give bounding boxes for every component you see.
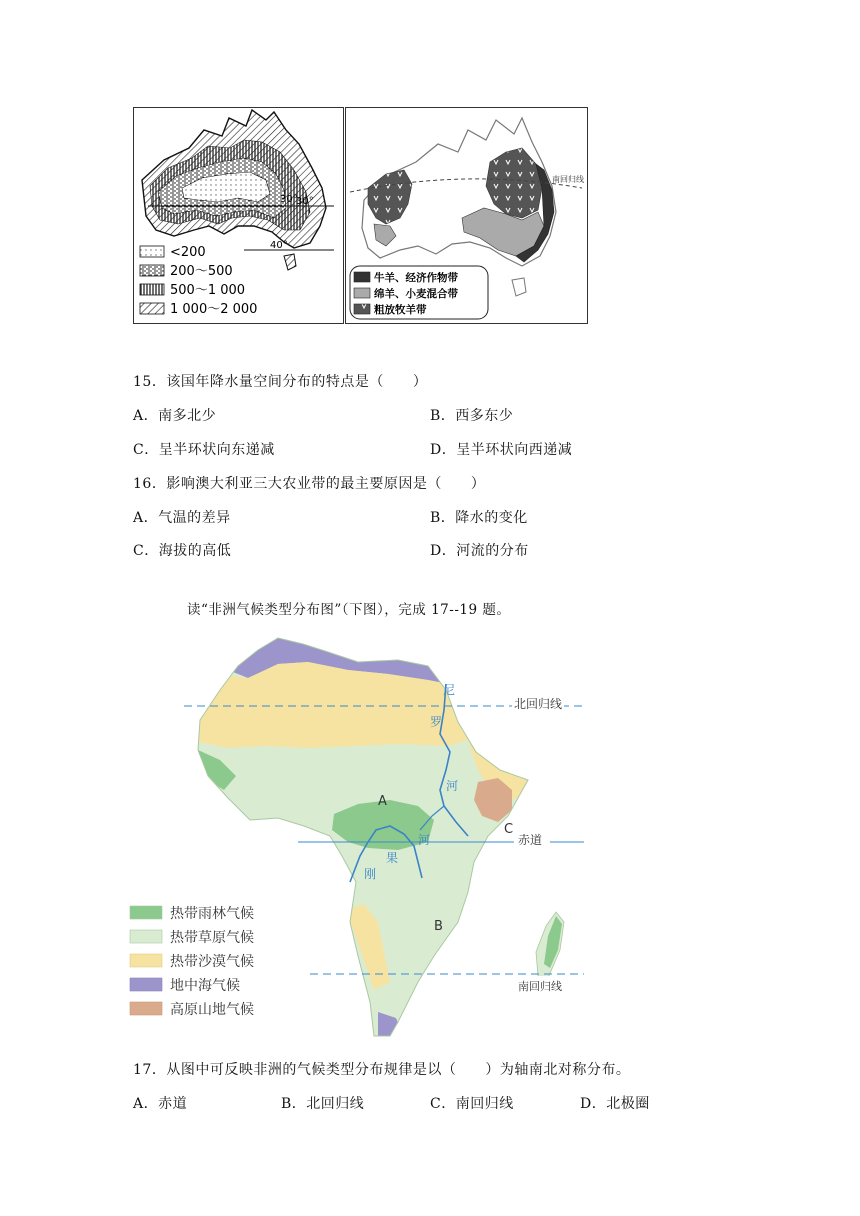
agriculture-map bbox=[345, 107, 588, 324]
q17-option-a[interactable]: A．赤道 bbox=[133, 1096, 188, 1112]
legend-label-mediterranean: 地中海气候 bbox=[170, 978, 240, 994]
legend-label-pastoral: 粗放牧羊带 bbox=[374, 304, 427, 316]
q17-option-b[interactable]: B．北回归线 bbox=[281, 1096, 365, 1112]
letter-b: B bbox=[434, 919, 443, 934]
q15-option-a[interactable]: A．南多北少 bbox=[133, 408, 217, 424]
q16-option-b[interactable]: B．降水的变化 bbox=[430, 510, 528, 526]
legend-label-desert: 热带沙漠气候 bbox=[170, 954, 254, 970]
legend-swatch-wheat bbox=[354, 288, 370, 298]
legend-label-below-200: <200 bbox=[170, 245, 206, 260]
congo-label-3: 河 bbox=[418, 833, 431, 847]
legend-label-200-500: 200～500 bbox=[170, 264, 233, 279]
equator-label: 赤道 bbox=[518, 833, 543, 847]
tropic-capricorn-label: 南回归线 bbox=[518, 980, 562, 993]
africa-climate-map bbox=[128, 630, 584, 1038]
legend-label-rainforest: 热带雨林气候 bbox=[170, 906, 254, 922]
q17-option-d[interactable]: D．北极圈 bbox=[580, 1096, 650, 1112]
rainfall-map bbox=[133, 107, 344, 324]
tropic-cancer-label: 北回归线 bbox=[514, 697, 563, 711]
legend-swatch-rainforest bbox=[130, 906, 162, 919]
letter-a: A bbox=[378, 794, 387, 809]
legend-swatch-mediterranean bbox=[130, 978, 162, 991]
q16-option-d[interactable]: D．河流的分布 bbox=[430, 543, 529, 559]
legend-swatch-desert bbox=[130, 954, 162, 967]
legend-swatch-500-1000 bbox=[140, 284, 164, 295]
q15-option-b[interactable]: B．西多东少 bbox=[430, 408, 514, 424]
congo-label-2: 果 bbox=[386, 851, 399, 865]
q16-option-c[interactable]: C．海拔的高低 bbox=[133, 543, 232, 559]
legend-swatch-highland bbox=[130, 1002, 162, 1015]
section-intro: 读“非洲气候类型分布图”（下图），完成 17--19 题。 bbox=[187, 602, 511, 618]
legend-label-highland: 高原山地气候 bbox=[170, 1002, 254, 1018]
q17-stem: 17．从图中可反映非洲的气候类型分布规律是以（ ）为轴南北对称分布。 bbox=[133, 1062, 631, 1078]
letter-c: C bbox=[504, 822, 514, 837]
legend-label-cattle: 牛羊、经济作物带 bbox=[374, 272, 458, 284]
lat-label-40: 40° bbox=[270, 240, 288, 251]
q15-option-c[interactable]: C．呈半环状向东递减 bbox=[133, 442, 275, 458]
nile-label-3: 河 bbox=[446, 779, 459, 793]
congo-label-1: 刚 bbox=[364, 867, 377, 881]
q16-option-a[interactable]: A．气温的差异 bbox=[133, 510, 231, 526]
legend-swatch-savanna bbox=[130, 930, 162, 943]
lat-label-30-b: 30° bbox=[296, 196, 314, 207]
rainfall-legend bbox=[140, 245, 257, 317]
tasmania-light bbox=[512, 278, 526, 296]
climate-legend bbox=[130, 905, 254, 1018]
tasmania bbox=[284, 254, 296, 270]
nile-label-1: 尼 bbox=[443, 683, 456, 697]
legend-swatch-pastoral bbox=[354, 304, 370, 314]
legend-label-savanna: 热带草原气候 bbox=[170, 930, 254, 946]
africa-map-svg bbox=[128, 630, 584, 1038]
legend-label-wheat: 绵羊、小麦混合带 bbox=[374, 288, 458, 300]
q15-stem: 15．该国年降水量空间分布的特点是（ ） bbox=[133, 374, 428, 390]
lat-label-30-a: 30° bbox=[280, 194, 298, 205]
tropic-label: 南回归线 bbox=[552, 175, 584, 184]
legend-label-500-1000: 500～1 000 bbox=[170, 283, 246, 298]
legend-swatch-below-200 bbox=[140, 246, 164, 257]
nile-label-2: 罗 bbox=[430, 715, 443, 729]
agriculture-map-svg bbox=[346, 108, 587, 323]
q16-stem: 16．影响澳大利亚三大农业带的最主要原因是（ ） bbox=[133, 476, 486, 492]
rainfall-map-svg bbox=[134, 108, 343, 323]
q17-option-c[interactable]: C．南回归线 bbox=[430, 1096, 514, 1112]
legend-swatch-200-500 bbox=[140, 265, 164, 276]
legend-swatch-1000-2000 bbox=[140, 303, 164, 314]
q15-option-d[interactable]: D．呈半环状向西递减 bbox=[430, 442, 573, 458]
agri-legend bbox=[350, 266, 488, 319]
legend-label-1000-2000: 1 000～2 000 bbox=[170, 302, 258, 317]
legend-swatch-cattle bbox=[354, 272, 370, 282]
